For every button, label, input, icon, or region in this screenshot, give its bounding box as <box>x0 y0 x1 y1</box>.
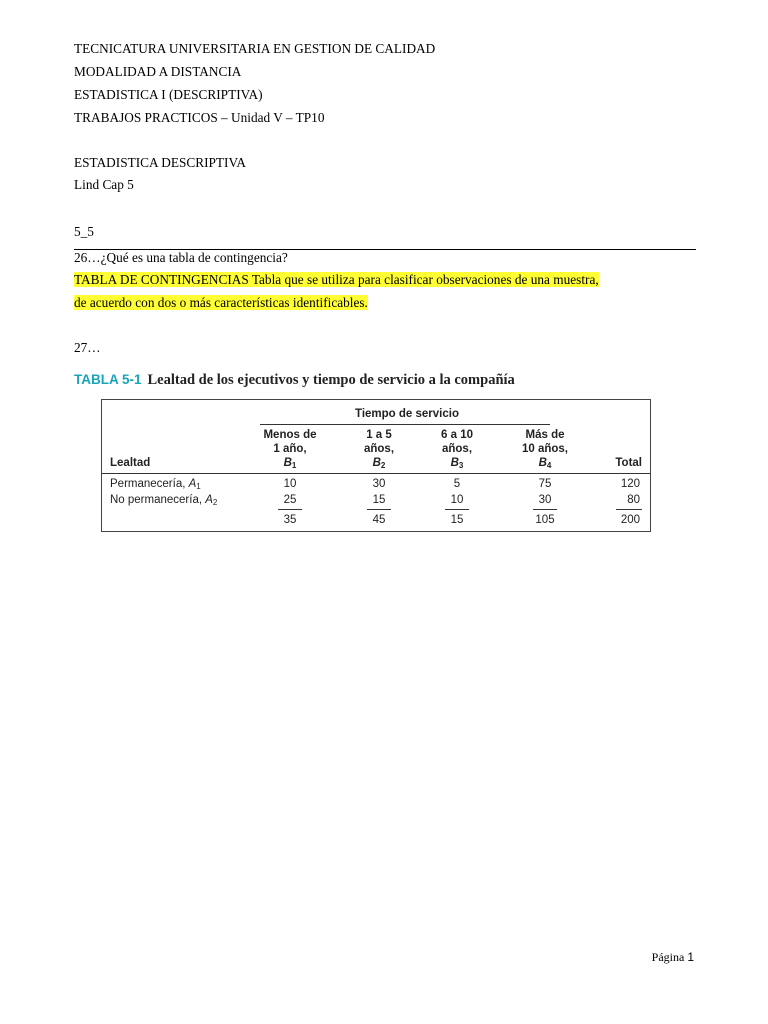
column-header-line: Menos de <box>263 429 317 441</box>
table-title: Lealtad de los ejecutivos y tiempo de servicio a la compañía <box>147 372 515 388</box>
table-cell: 5 <box>453 478 461 490</box>
column-header <box>263 428 316 473</box>
row-label-text: No permanecería, <box>110 494 206 506</box>
header-institution: TECNICATURA UNIVERSITARIA EN GESTION DE CALIDAD <box>74 41 436 56</box>
column-header-line: años, <box>441 443 473 455</box>
column-var-sub: 1 <box>291 461 297 470</box>
row-label-text: Permanecería, <box>110 478 189 490</box>
table-cell: 30 <box>372 478 386 490</box>
column-header-line: 10 años, <box>521 443 569 455</box>
table-cell: 25 <box>283 494 297 506</box>
column-var-sub: 3 <box>458 461 464 470</box>
column-var-letter: B <box>538 457 547 469</box>
highlighted-text: de acuerdo con dos o más características identificables. <box>74 295 368 310</box>
sum-underline <box>533 509 557 510</box>
table-cell: 10 <box>283 478 297 490</box>
table-label: TABLA 5-1 <box>74 372 142 387</box>
question-26: 26…¿Qué es una tabla de contingencia? <box>74 250 288 265</box>
row-var-sub: 1 <box>196 482 201 491</box>
table-cell-sum: 35 <box>283 514 297 526</box>
row-label <box>110 477 201 494</box>
column-var-letter: B <box>283 457 292 469</box>
sum-underline <box>367 509 391 510</box>
group-header-rule <box>260 424 550 425</box>
table-cell-grand-total: 200 <box>620 514 640 526</box>
table-cell-sum: 45 <box>372 514 386 526</box>
answer-26-line2 <box>74 295 368 311</box>
column-header-var <box>263 456 316 473</box>
section-title: ESTADISTICA DESCRIPTIVA <box>74 155 246 170</box>
section-source: Lind Cap 5 <box>74 177 134 192</box>
column-header <box>364 428 394 473</box>
column-header-line: 1 a 5 <box>366 429 392 441</box>
question-27: 27… <box>74 340 101 355</box>
header-modality: MODALIDAD A DISTANCIA <box>74 64 242 79</box>
column-header <box>441 428 473 473</box>
sum-underline <box>616 509 642 510</box>
table-cell: 30 <box>538 494 552 506</box>
row-label <box>110 493 217 510</box>
table-cell-sum: 105 <box>535 514 555 526</box>
column-header-var <box>441 456 473 473</box>
total-header: Total <box>615 457 642 469</box>
row-var-letter: A <box>188 478 197 490</box>
header-course: ESTADISTICA I (DESCRIPTIVA) <box>74 87 263 102</box>
footer-label: Página <box>651 950 685 964</box>
column-var-sub: 4 <box>546 461 552 470</box>
column-header-line: 6 a 10 <box>441 429 473 441</box>
column-header-line: Más de <box>525 429 565 441</box>
page-number: 1 <box>687 950 694 964</box>
table-cell: 75 <box>538 478 552 490</box>
sum-underline <box>445 509 469 510</box>
table-cell: 10 <box>450 494 464 506</box>
page-footer <box>652 950 694 965</box>
table-cell: 15 <box>372 494 386 506</box>
section-number: 5_5 <box>74 224 94 239</box>
column-var-sub: 2 <box>380 461 386 470</box>
table-cell-total: 120 <box>620 478 640 490</box>
column-header-var <box>364 456 394 473</box>
contingency-table <box>101 399 651 532</box>
row-var-sub: 2 <box>212 498 218 507</box>
table-caption <box>74 372 515 389</box>
answer-26-line1 <box>74 272 599 288</box>
table-cell-sum: 15 <box>450 514 464 526</box>
column-var-letter: B <box>372 457 381 469</box>
header-rule <box>102 473 650 474</box>
column-header <box>522 428 568 473</box>
row-header: Lealtad <box>110 457 151 469</box>
row-var-letter: A <box>205 494 213 506</box>
header-assignment: TRABAJOS PRACTICOS – Unidad V – TP10 <box>74 110 325 125</box>
column-header-line: 1 año, <box>273 443 307 455</box>
column-var-letter: B <box>450 457 459 469</box>
highlighted-text: TABLA DE CONTINGENCIAS Tabla que se utiliza para clasificar observaciones de una muestra, <box>74 272 599 287</box>
column-header-line: años, <box>363 443 395 455</box>
table-cell-total: 80 <box>627 494 640 506</box>
group-header: Tiempo de servicio <box>355 408 459 420</box>
column-header-var <box>522 456 568 473</box>
sum-underline <box>278 509 302 510</box>
